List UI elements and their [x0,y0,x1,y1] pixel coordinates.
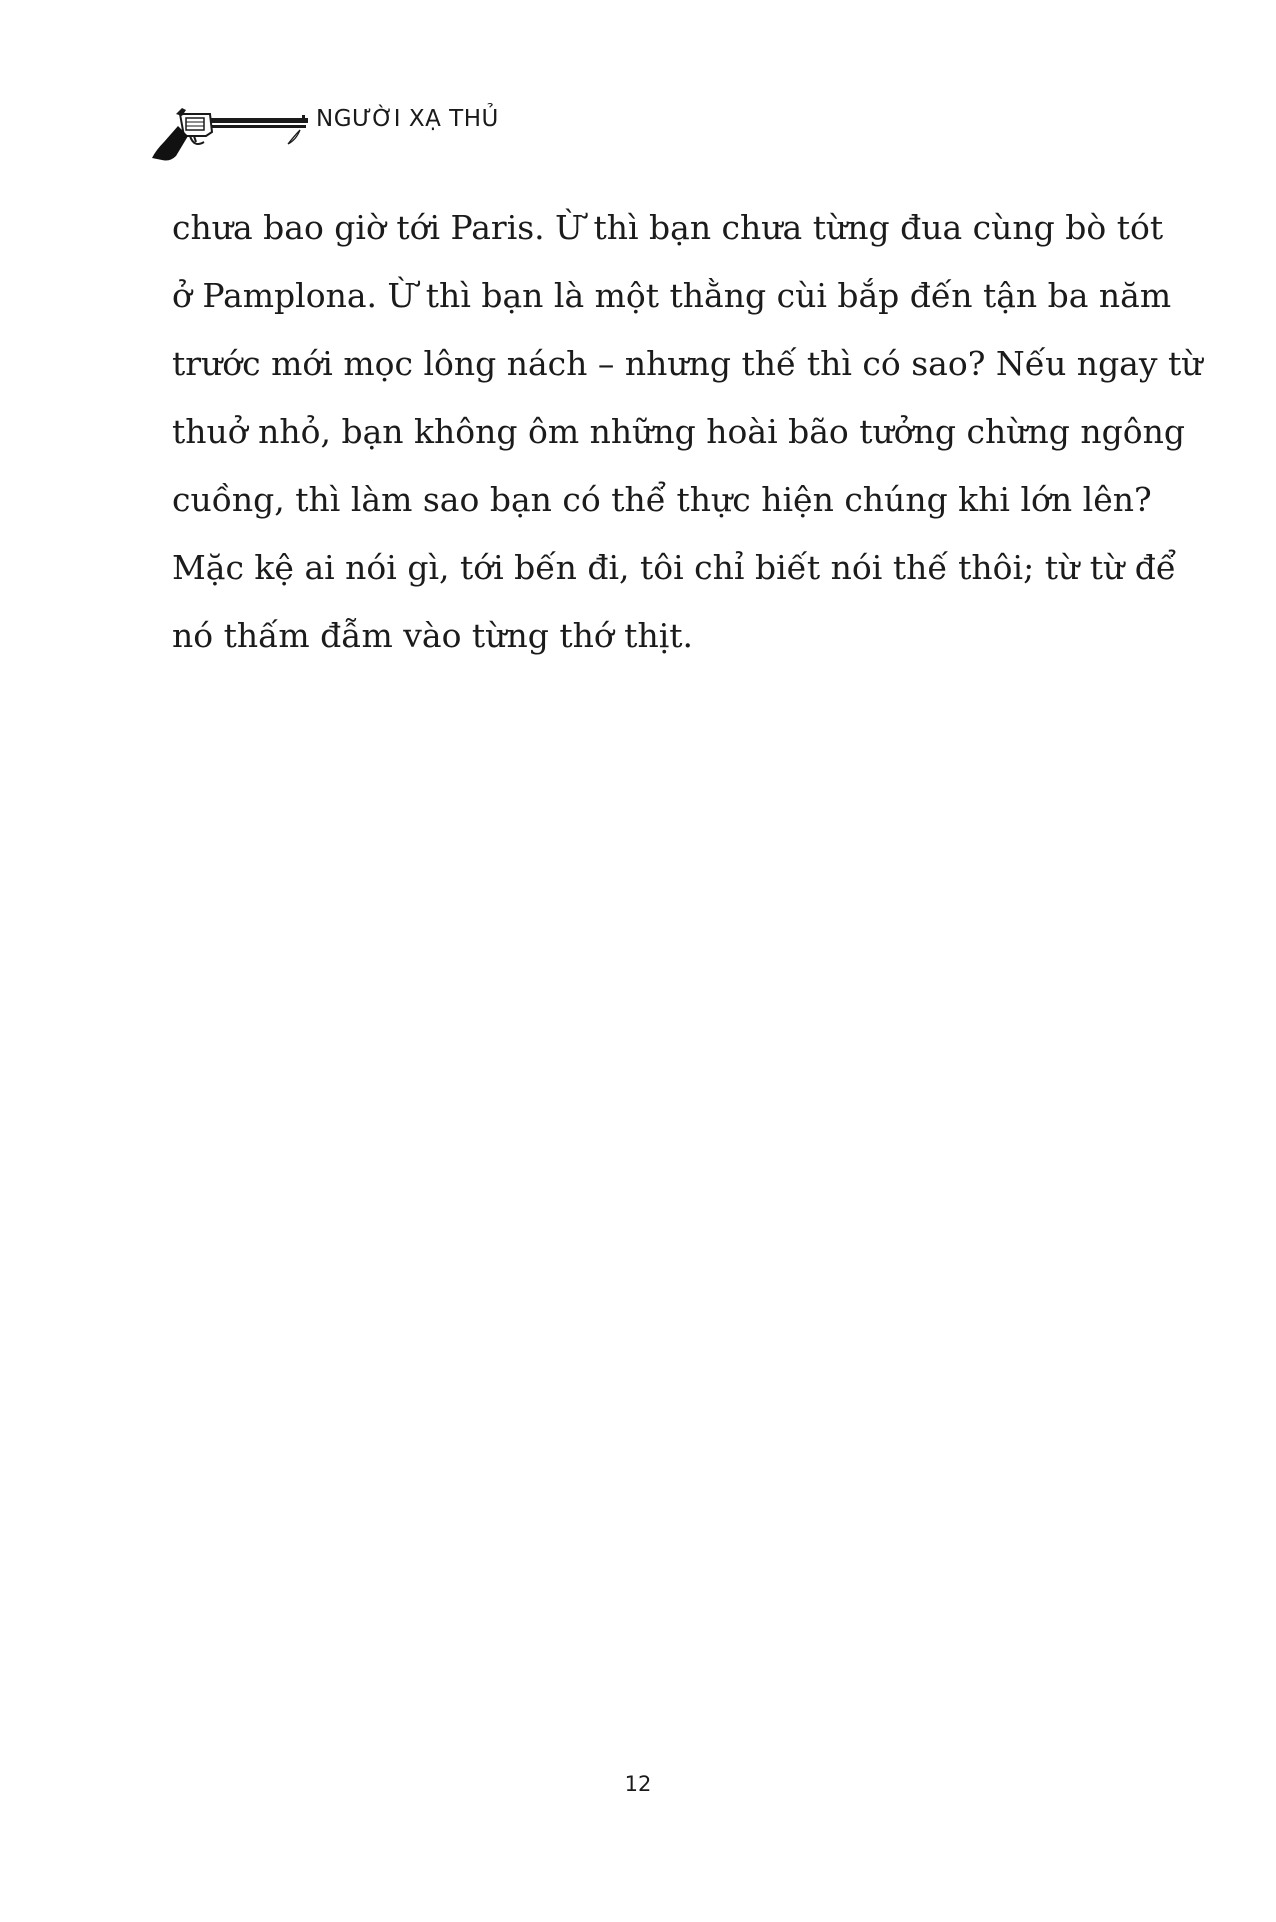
text-line: Mặc kệ ai nói gì, tới bến đi, tôi chỉ biết nói thế thôi; từ từ để [172,548,1177,587]
text-line: chưa bao giờ tới Paris. Ừ thì bạn chưa từng đua cùng bò tót [172,208,1164,247]
text-line: trước mới mọc lông nách – nhưng thế thì có sao? Nếu ngay từ [172,344,1203,383]
revolver-icon [150,96,320,166]
running-title: NGƯỜI XẠ THỦ [316,106,499,132]
text-line: thuở nhỏ, bạn không ôm những hoài bão tưởng chừng ngông [172,412,1186,451]
running-header [150,96,670,166]
text-line: cuồng, thì làm sao bạn có thể thực hiện chúng khi lớn lên? [172,480,1152,519]
text-line: nó thấm đẫm vào từng thớ thịt. [172,616,694,655]
page-number: 12 [624,1772,652,1796]
body-paragraph [172,194,1203,670]
text-line: ở Pamplona. Ừ thì bạn là một thằng cùi bắp đến tận ba năm [172,276,1172,315]
